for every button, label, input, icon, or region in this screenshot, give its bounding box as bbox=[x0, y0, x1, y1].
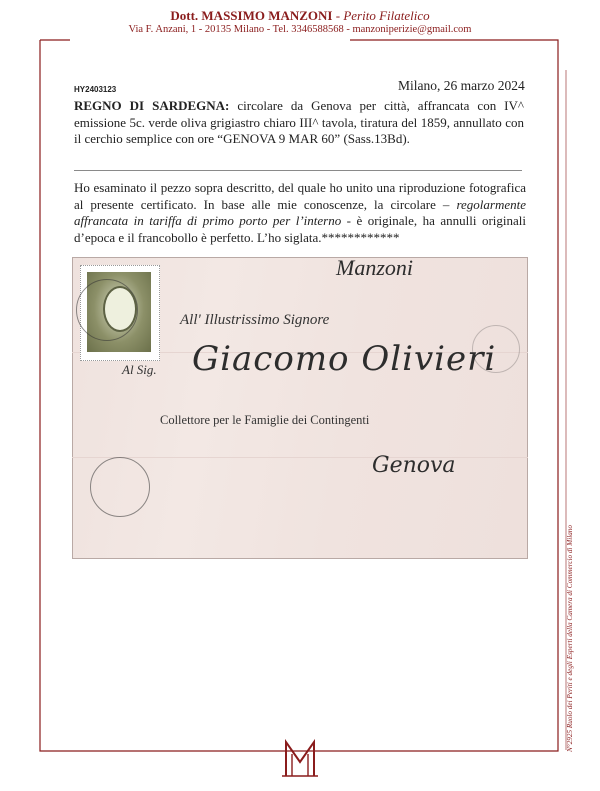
registry-note: N°2925 Ruolo dei Periti e degli Esperti della Camera di Commercio di Milano bbox=[566, 525, 574, 752]
address-salutation: Al Sig. bbox=[122, 362, 157, 377]
certificate-id: HY2403123 bbox=[74, 85, 117, 94]
fold-line bbox=[72, 457, 528, 458]
cover-photo bbox=[72, 257, 528, 559]
address-line-1: All' Illustrissimo Signore bbox=[180, 312, 330, 328]
expert-name: Dott. MASSIMO MANZONI - Perito Filatelico bbox=[170, 8, 430, 23]
expert-address: Via F. Anzani, 1 - 20135 Milano - Tel. 3346588568 - manzoniperizie@gmail.com bbox=[128, 24, 472, 35]
item-description: REGNO DI SARDEGNA: circolare da Genova per città, affrancata con IV^ emissione 5c. verde oliva grigiastro chiaro III^ tavola, tiratura del 1859, annullato con il cerchio semplice con ore “GENOVA 9 MAR 60” (Sass.13Bd). bbox=[74, 98, 525, 146]
postmark-cancel bbox=[76, 279, 138, 341]
expert-opinion: Ho esaminato il pezzo sopra descritto, del quale ho unito una riproduzione fotografica al presente certificato. In base alle mie conoscenze, la circolare – regolarmente affrancata in tariffa di primo porto per l’interno - è originale, ha annulli originali d’epoca e il francobollo è perfetto. L’ho siglata.************ bbox=[74, 180, 526, 245]
divider bbox=[74, 170, 522, 171]
destination-city: Genova bbox=[372, 453, 456, 478]
certificate-date: Milano, 26 marzo 2024 bbox=[398, 78, 525, 93]
postmark-cancel bbox=[90, 457, 150, 517]
expert-logo-icon bbox=[278, 736, 322, 780]
address-line-3: Collettore per le Famiglie dei Contingenti bbox=[160, 413, 370, 427]
expert-signature: Manzoni bbox=[336, 257, 413, 280]
recipient-name: Giacomo Olivieri bbox=[192, 339, 497, 379]
